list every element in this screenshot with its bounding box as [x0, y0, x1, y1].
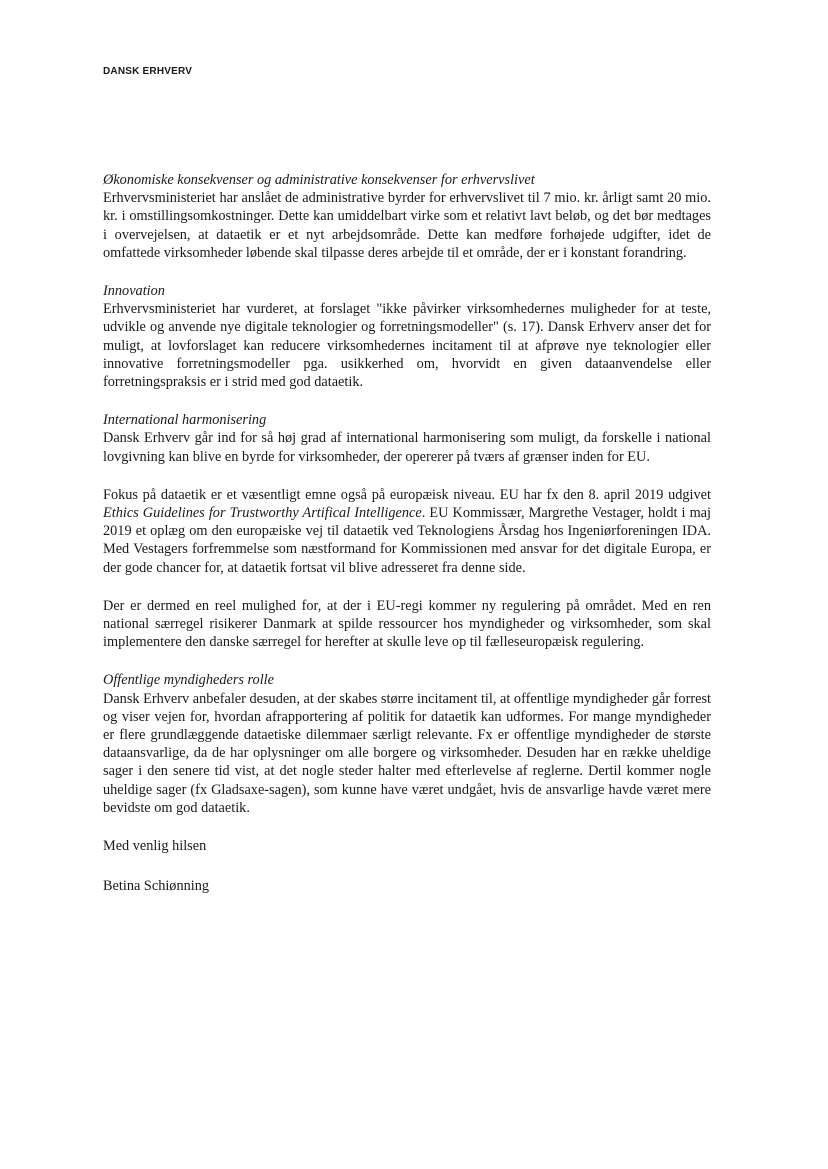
header-brand: DANSK ERHVERV [103, 66, 193, 77]
section-paragraph: Erhvervsministeriet har anslået de administrative byrder for erhvervslivet til 7 mio. kr. årligt samt 20 mio. kr. i omstillingsomkostninger. Dette kan umiddelbart virke som et relativt lavt beløb, og det bør medtages i overvejelsen, at dataetik er et nyt arbejdsområde. Dette kan medføre forhøjede udgifter, idet de omfattede virksomheder løbende skal tilpasse deres arbejde til et område, der er i konstant forandring. [103, 190, 711, 261]
section-heading: International harmonisering [103, 412, 267, 429]
section-public-authorities [103, 671, 711, 817]
paragraph-eu-focus [103, 486, 711, 577]
section-heading: Innovation [103, 283, 165, 300]
section-heading: Økonomiske konsekvenser og administrative konsekvenser for erhvervslivet [103, 172, 535, 188]
section-paragraph: Dansk Erhverv går ind for så høj grad af international harmonisering som muligt, da forskelle i national lovgivning kan blive en byrde for virksomheder, der opererer på tværs af grænser inden for EU. [103, 430, 711, 465]
signature-name: Betina Schiønning [103, 878, 210, 895]
paragraph-eu-regulation: Der er dermed en reel mulighed for, at der i EU-regi kommer ny regulering på området. Med en ren national særregel risikerer Danmark at spilde ressourcer hos myndigheder og virksomheder, som skal implementere den danske særregel for herefter at skulle leve op til fælleseuropæisk regulering. [103, 597, 711, 651]
section-economic-consequences [103, 171, 711, 262]
section-paragraph: Dansk Erhverv anbefaler desuden, at der skabes større incitament til, at offentlige myndigheder går forrest og viser vejen for, hvordan afrapportering af politik for dataetik kan udformes. For mange myndigheder er flere grundlæggende dataetiske dilemmaer særligt relevante. Fx er offentlige myndigheder de største dataansvarlige, da de har oplysninger om alle borgere og virksomheder. Desuden har en række uheldige sager i den senere tid vist, at det nogle steder halter med efterlevelse af reglerne. Dertil kommer nogle uheldige sager (fx Gladsaxe-sagen), som kunne have været undgået, hvis de ansvarlige havde været mere bevidste om god dataetik. [103, 690, 711, 816]
section-heading: Offentlige myndigheders rolle [103, 672, 274, 689]
section-paragraph: Erhvervsministeriet har vurderet, at forslaget "ikke påvirker virksomhedernes muligheder for at teste, udvikle og anvende nye digitale teknologier og forretningsmodeller" (s. 17). Dansk Erhverv anser det for muligt, at lovforslaget kan reducere virksomhedernes incitament til at afprøve nye teknologier eller innovative forretningsmodeller pga. usikkerhed om, hvorvidt en given dataanvendelse eller forretningspraksis er i strid med god dataetik. [103, 301, 711, 391]
letter-body [103, 171, 711, 918]
paragraph-eu-after: . EU Kommissær, Margrethe Vestager, holdt i maj 2019 et oplæg om den europæiske vej til dataetik ved Teknologiens Årsdag hos Ingeniørforeningen IDA. Med Vestagers forfremmelse som næstformand for Kommissionen med ansvar for det digitale Europa, er der gode chancer for, at dataetik fortsat vil blive adresseret fra denne side. [103, 505, 712, 576]
section-innovation [103, 282, 711, 391]
ethics-guidelines-title: Ethics Guidelines for Trustworthy Artifical Intelligence [103, 505, 422, 522]
closing-greeting: Med venlig hilsen [103, 838, 207, 855]
paragraph-eu-before: Fokus på dataetik er et væsentligt emne også på europæisk niveau. EU har fx den 8. april 2019 udgivet [103, 486, 711, 503]
section-international-harmonisation [103, 411, 711, 466]
